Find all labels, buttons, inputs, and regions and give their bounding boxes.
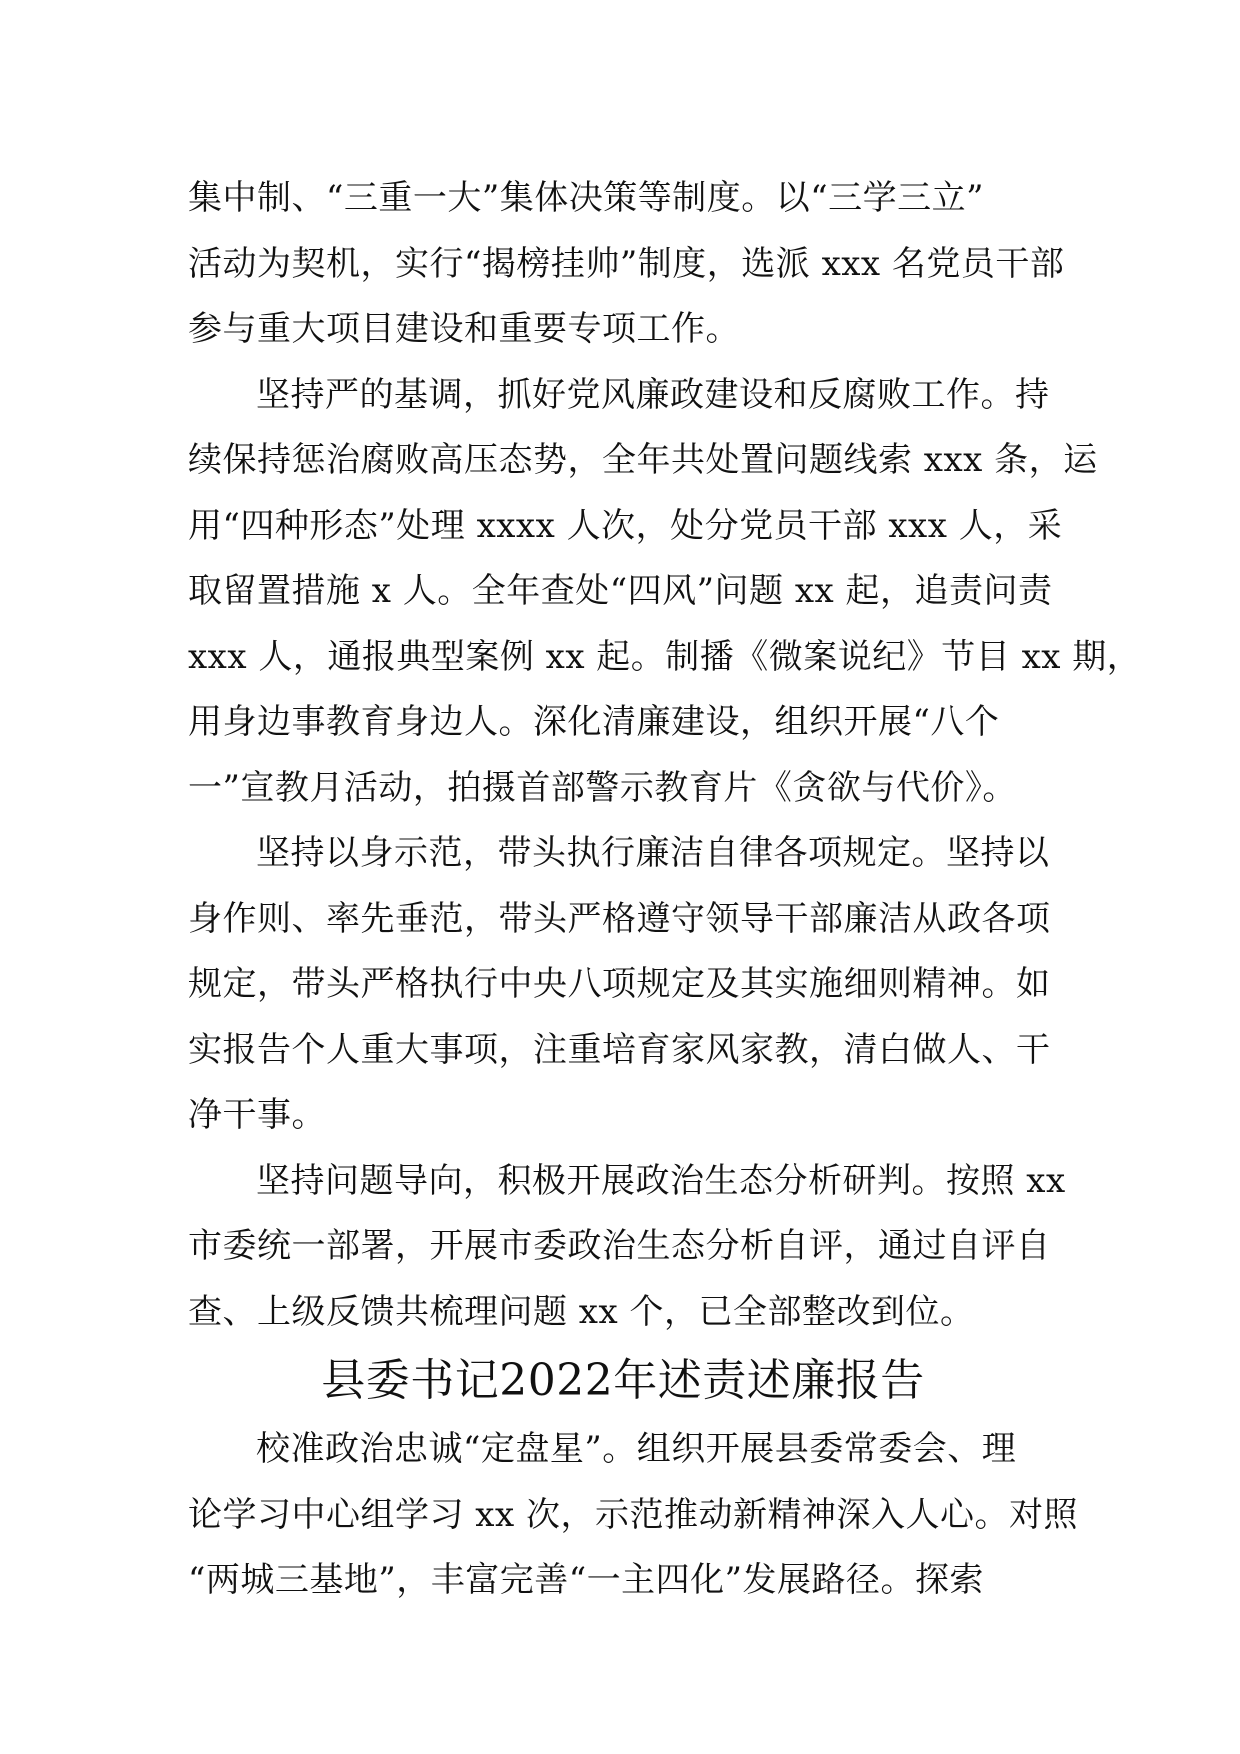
text-line: 用“四种形态”处理 xxxx 人次，处分党员干部 xxx 人，采	[188, 505, 1063, 546]
text-line: 查、上级反馈共梳理问题 xx 个，已全部整改到位。	[188, 1291, 975, 1332]
document-body	[188, 166, 1142, 1614]
text-line: 集中制、“三重一大”集体决策等制度。以“三学三立”	[188, 178, 985, 218]
text-line: 参与重大项目建设和重要专项工作。	[188, 309, 740, 349]
report-title: 县委书记2022年述责述廉报告	[321, 1355, 925, 1406]
text-line: 市委统一部署，开展市委政治生态分析自评，通过自评自	[188, 1226, 1051, 1266]
text-line: 活动为契机，实行“揭榜挂帅”制度，选派 xxx 名党员干部	[188, 243, 1065, 284]
text-line: 坚持问题导向，积极开展政治生态分析研判。按照 xx	[256, 1160, 1066, 1201]
text-line: 实报告个人重大事项，注重培育家风家教，清白做人、干	[188, 1029, 1051, 1070]
text-line: 净干事。	[188, 1095, 326, 1135]
text-line: 续保持惩治腐败高压态势，全年共处置问题线索 xxx 条，运	[188, 440, 1098, 480]
text-line: 取留置措施 x 人。全年查处“四风”问题 xx 起，追责问责	[188, 571, 1053, 611]
paragraph-political-loyalty	[188, 1417, 1078, 1614]
text-line: 身作则、率先垂范，带头严格遵守领导干部廉洁从政各项	[188, 898, 1051, 939]
text-line: 一”宣教月活动，拍摄首部警示教育片《贪欲与代价》。	[188, 767, 1017, 808]
paragraph-anti-corruption	[188, 363, 1142, 822]
text-line: 坚持严的基调，抓好党风廉政建设和反腐败工作。持	[256, 374, 1050, 415]
paragraph-lead-by-example	[188, 821, 1058, 1149]
text-line: 规定，带头严格执行中央八项规定及其实施细则精神。如	[188, 964, 1051, 1004]
text-line: xxx 人，通报典型案例 xx 起。制播《微案说纪》节目 xx 期，	[188, 636, 1142, 677]
paragraph-problem-oriented	[188, 1149, 1066, 1346]
text-line: 论学习中心组学习 xx 次，示范推动新精神深入人心。对照	[188, 1494, 1078, 1535]
text-line: “两城三基地”，丰富完善“一主四化”发展路径。探索	[188, 1560, 985, 1600]
text-line: 坚持以身示范，带头执行廉洁自律各项规定。坚持以	[256, 833, 1050, 873]
text-line: 校准政治忠诚“定盘星”。组织开展县委常委会、理	[256, 1429, 1017, 1469]
text-line: 用身边事教育身边人。深化清廉建设，组织开展“八个	[188, 702, 1000, 742]
paragraph-institution-system	[188, 166, 1065, 363]
